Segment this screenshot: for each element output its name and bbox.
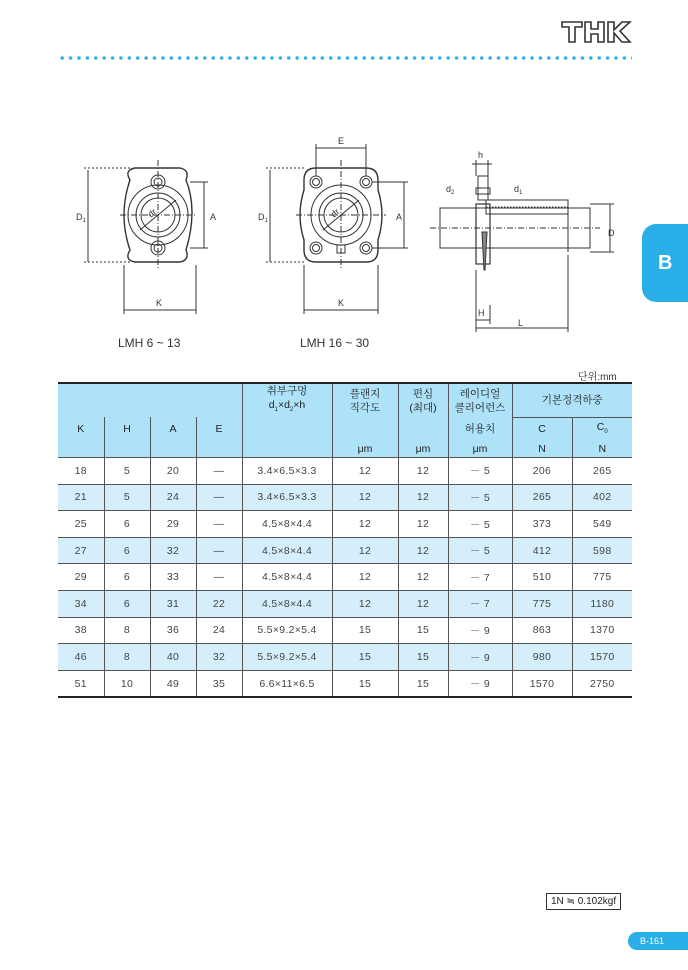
th-bolt: 취부구멍 $d_1\times d_2\times h$ xyxy=(242,383,332,417)
th-A: A xyxy=(150,417,196,441)
table-cell: 29 xyxy=(58,564,104,591)
table-cell: 15 xyxy=(398,644,448,671)
th-C0: $C_0$ xyxy=(572,417,632,441)
table-cell: 49 xyxy=(150,670,196,697)
table-cell: 12 xyxy=(398,484,448,511)
table-cell: 12 xyxy=(398,564,448,591)
label-L: L xyxy=(518,318,524,328)
table-row xyxy=(58,537,632,564)
table-cell: － 9 xyxy=(448,670,512,697)
th-K: K xyxy=(58,417,104,441)
table-cell: 549 xyxy=(572,511,632,538)
table-cell: — xyxy=(196,564,242,591)
table-cell: 4.5×8×4.4 xyxy=(242,564,332,591)
table-cell: 5.5×9.2×5.4 xyxy=(242,644,332,671)
table-cell: 12 xyxy=(332,511,398,538)
table-cell: － 7 xyxy=(448,564,512,591)
table-cell: 10 xyxy=(104,670,150,697)
table-cell: － 7 xyxy=(448,591,512,618)
table-cell: 6 xyxy=(104,511,150,538)
table-cell: 775 xyxy=(572,564,632,591)
table-cell: 32 xyxy=(150,537,196,564)
th-radial3: 허용치 xyxy=(448,417,512,441)
th-radial: 레이디얼 클리어런스 xyxy=(448,383,512,417)
section-tab[interactable]: B xyxy=(642,224,688,302)
th-unit-C0: N xyxy=(572,441,632,458)
table-cell: － 9 xyxy=(448,644,512,671)
table-row xyxy=(58,458,632,485)
table-cell: 35 xyxy=(196,670,242,697)
table-cell: － 5 xyxy=(448,458,512,485)
table-cell: 6 xyxy=(104,537,150,564)
label-A-small: A xyxy=(210,212,217,222)
table-cell: 8 xyxy=(104,644,150,671)
thk-logo xyxy=(560,18,632,46)
caption-lmh-large: LMH 16 ~ 30 xyxy=(300,336,370,350)
table-cell: 24 xyxy=(196,617,242,644)
label-D: D xyxy=(608,228,615,238)
table-cell: 12 xyxy=(398,537,448,564)
table-cell: 3.4×6.5×3.3 xyxy=(242,458,332,485)
table-row xyxy=(58,484,632,511)
table-cell: 25 xyxy=(58,511,104,538)
table-cell: — xyxy=(196,458,242,485)
table-cell: 24 xyxy=(150,484,196,511)
drawing-side-section xyxy=(430,160,614,332)
th-E: E xyxy=(196,417,242,441)
table-cell: 22 xyxy=(196,591,242,618)
th-unit-radial: μm xyxy=(448,441,512,458)
table-cell: — xyxy=(196,511,242,538)
table-cell: 4.5×8×4.4 xyxy=(242,511,332,538)
dotted-rule xyxy=(58,56,632,60)
drawing-lmh-small-labels xyxy=(76,207,216,308)
th-unit-ecc: μm xyxy=(398,441,448,458)
label-dr-small: dr xyxy=(145,206,159,220)
th-unit-flange: μm xyxy=(332,441,398,458)
table-row xyxy=(58,591,632,618)
table-cell: 1570 xyxy=(572,644,632,671)
page-number: B-161 xyxy=(628,932,688,950)
table-cell: 15 xyxy=(332,670,398,697)
table-cell: 27 xyxy=(58,537,104,564)
table-row xyxy=(58,670,632,697)
table-cell: 8 xyxy=(104,617,150,644)
table-cell: 15 xyxy=(398,617,448,644)
table-cell: 51 xyxy=(58,670,104,697)
table-cell: 4.5×8×4.4 xyxy=(242,591,332,618)
table-row xyxy=(58,644,632,671)
table-cell: 775 xyxy=(512,591,572,618)
table-cell: 36 xyxy=(150,617,196,644)
th-flange: 플랜지 직각도 xyxy=(332,383,398,417)
th-H: H xyxy=(104,417,150,441)
table-cell: － 5 xyxy=(448,484,512,511)
table-cell: 6 xyxy=(104,564,150,591)
table-cell: － 5 xyxy=(448,537,512,564)
table-cell: 18 xyxy=(58,458,104,485)
table-cell: 33 xyxy=(150,564,196,591)
technical-drawings xyxy=(0,120,688,360)
spec-table-body xyxy=(58,458,632,698)
table-cell: 40 xyxy=(150,644,196,671)
table-cell: 5.5×9.2×5.4 xyxy=(242,617,332,644)
th-ecc: 편심 (최대) xyxy=(398,383,448,417)
table-cell: 6 xyxy=(104,591,150,618)
th-C: C xyxy=(512,417,572,441)
table-cell: 32 xyxy=(196,644,242,671)
table-cell: 4.5×8×4.4 xyxy=(242,537,332,564)
table-cell: 12 xyxy=(398,511,448,538)
table-cell: 15 xyxy=(398,670,448,697)
th-load: 기본정격하중 xyxy=(512,383,632,417)
table-cell: 15 xyxy=(332,617,398,644)
table-cell: 12 xyxy=(398,591,448,618)
table-cell: 38 xyxy=(58,617,104,644)
table-cell: — xyxy=(196,484,242,511)
table-cell: 12 xyxy=(332,484,398,511)
label-H: H xyxy=(478,308,485,318)
label-K-large: K xyxy=(338,298,345,308)
drawing-lmh-large-labels xyxy=(258,136,402,308)
label-d2: $d_2$ xyxy=(446,184,455,196)
table-cell: 1180 xyxy=(572,591,632,618)
table-cell: 5 xyxy=(104,484,150,511)
unit-label: 단위:mm xyxy=(578,372,617,383)
table-cell: 21 xyxy=(58,484,104,511)
drawing-lmh-large xyxy=(266,144,408,314)
table-cell: 31 xyxy=(150,591,196,618)
table-cell: 402 xyxy=(572,484,632,511)
table-row xyxy=(58,617,632,644)
table-cell: 863 xyxy=(512,617,572,644)
table-cell: 265 xyxy=(512,484,572,511)
table-cell: 12 xyxy=(332,591,398,618)
table-cell: － 9 xyxy=(448,617,512,644)
table-cell: 1370 xyxy=(572,617,632,644)
table-cell: 20 xyxy=(150,458,196,485)
table-cell: 12 xyxy=(332,564,398,591)
label-d1: $d_1$ xyxy=(514,184,523,196)
table-row xyxy=(58,511,632,538)
th-unit-C: N xyxy=(512,441,572,458)
label-D1-small: $D_1$ xyxy=(76,212,86,224)
table-row xyxy=(58,564,632,591)
caption-lmh-small: LMH 6 ~ 13 xyxy=(118,336,181,350)
table-cell: － 5 xyxy=(448,511,512,538)
table-cell: 206 xyxy=(512,458,572,485)
spec-table xyxy=(58,382,632,698)
table-cell: 12 xyxy=(332,537,398,564)
table-cell: — xyxy=(196,537,242,564)
table-cell: 598 xyxy=(572,537,632,564)
table-cell: 3.4×6.5×3.3 xyxy=(242,484,332,511)
table-cell: 34 xyxy=(58,591,104,618)
table-cell: 6.6×11×6.5 xyxy=(242,670,332,697)
table-cell: 373 xyxy=(512,511,572,538)
label-D1-large: $D_1$ xyxy=(258,212,268,224)
table-cell: 46 xyxy=(58,644,104,671)
table-cell: 12 xyxy=(332,458,398,485)
table-cell: 5 xyxy=(104,458,150,485)
table-cell: 15 xyxy=(332,644,398,671)
th-bolt-dims: $d_1\times d_2\times h$ xyxy=(268,399,306,414)
table-cell: 412 xyxy=(512,537,572,564)
table-cell: 265 xyxy=(572,458,632,485)
drawing-lmh-small xyxy=(84,160,208,314)
table-cell: 1570 xyxy=(512,670,572,697)
conversion-note: 1N ≒ 0.102kgf xyxy=(546,893,621,910)
brand-text: THK xyxy=(560,18,562,19)
table-cell: 2750 xyxy=(572,670,632,697)
label-A-large: A xyxy=(396,212,403,222)
label-E-large: E xyxy=(338,136,345,146)
table-cell: 29 xyxy=(150,511,196,538)
table-cell: 12 xyxy=(398,458,448,485)
table-cell: 510 xyxy=(512,564,572,591)
label-h: h xyxy=(478,150,484,160)
label-K-small: K xyxy=(156,298,163,308)
table-cell: 980 xyxy=(512,644,572,671)
label-dr-large: dr xyxy=(328,206,342,220)
